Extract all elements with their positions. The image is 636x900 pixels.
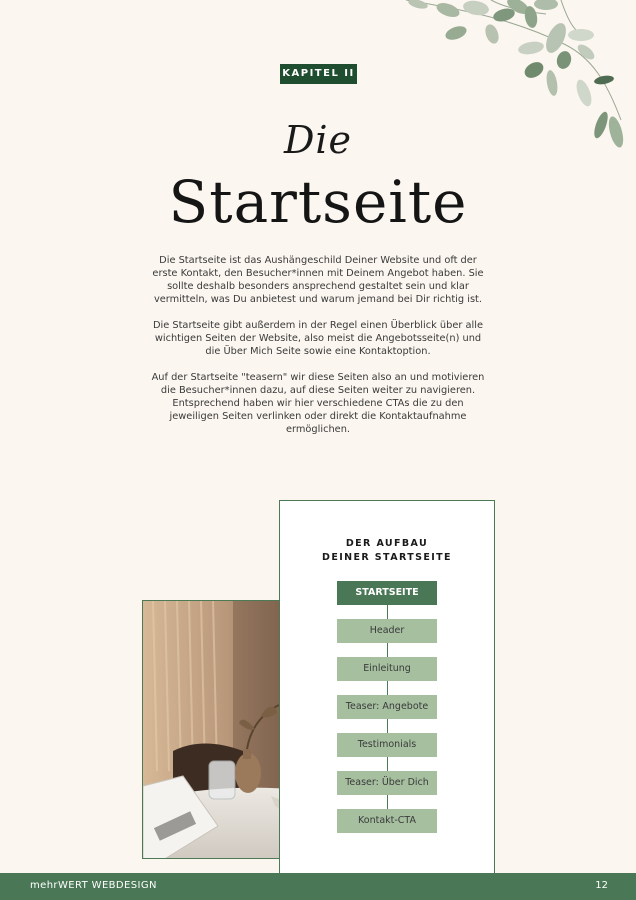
structure-card: [279, 500, 495, 880]
structure-card-title-line: DEINER STARTSEITE: [322, 551, 452, 563]
flow-box-teaser-angebote: Teaser: Angebote: [337, 695, 437, 719]
flow-box-einleitung: Einleitung: [337, 657, 437, 681]
flow-box-kontakt-cta: Kontakt-CTA: [337, 809, 437, 833]
flow-box-teaser-ueber-dich: Teaser: Über Dich: [337, 771, 437, 795]
structure-card-title: [280, 537, 494, 564]
page-title: Startseite: [168, 168, 468, 236]
footer-brand: mehrWERT WEBDESIGN: [30, 880, 157, 891]
intro-paragraph: Die Startseite ist das Aushängeschild Deiner Website und oft der erste Kontakt, den Besucher*innen mit Deinem Angebot haben. Sie sollte deshalb besonders ansprechend gestaltet sein und klar vermitteln, was Du anbietest und warum jemand bei Dir richtig ist.: [152, 255, 484, 305]
structure-card-title-line: DER AUFBAU: [345, 538, 429, 549]
intro-text: [150, 254, 486, 449]
intro-paragraph: Die Startseite gibt außerdem in der Regel einen Überblick über alle wichtigen Seiten der Website, also meist die Angebotsseite(n) und die Über Mich Seite sowie eine Kontaktoption.: [152, 320, 484, 357]
chapter-badge: KAPITEL II: [280, 64, 357, 84]
page-number: 12: [595, 880, 608, 891]
page-title-script: Die: [283, 118, 353, 162]
flow-box-header: Header: [337, 619, 437, 643]
intro-paragraph: Auf der Startseite "teasern" wir diese Seiten also an und motivieren die Besucher*innen dazu, auf diese Seiten weiter zu navigieren. Entsprechend haben wir hier verschiedene CTAs die zu den jeweiligen Seiten verlinken oder direkt die Kontaktaufnahme ermöglichen.: [151, 372, 485, 435]
flow-box-testimonials: Testimonials: [337, 733, 437, 757]
footer-bar: [0, 873, 636, 900]
flow-box-startseite: STARTSEITE: [337, 581, 437, 605]
